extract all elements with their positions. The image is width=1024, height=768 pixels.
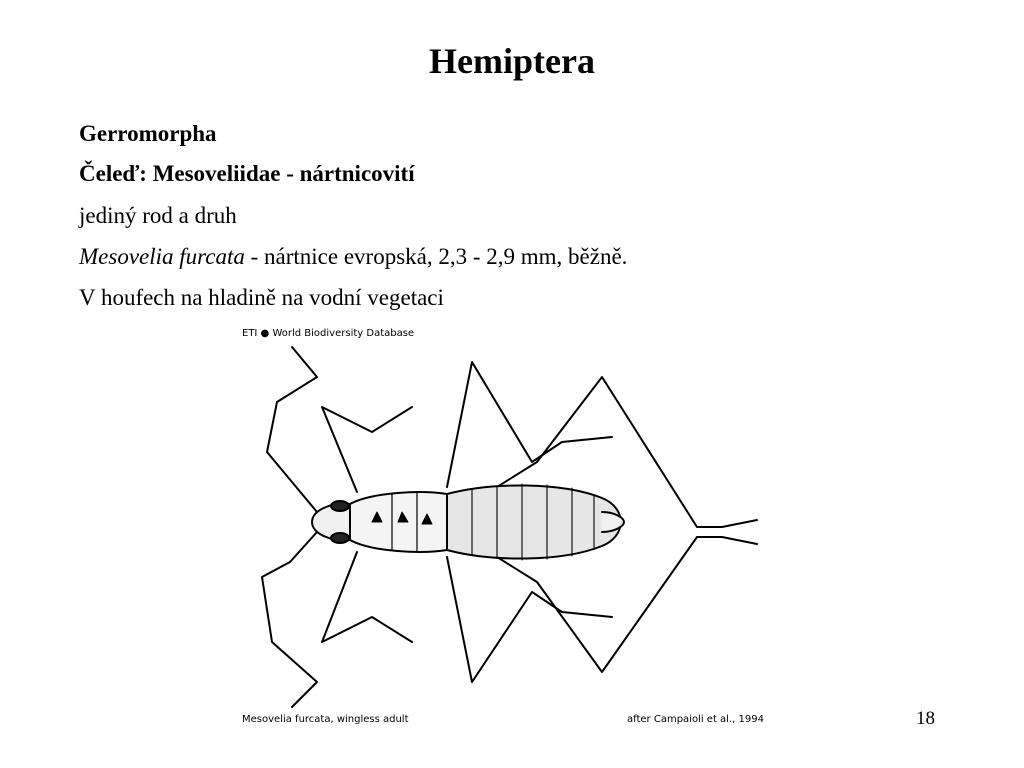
insect-eye-upper	[331, 501, 349, 511]
species-description: - nártnice evropská, 2,3 - 2,9 mm, běžně.	[244, 244, 628, 269]
antenna-lower	[262, 532, 317, 707]
page-number: 18	[916, 708, 935, 729]
insect-drawing	[262, 347, 757, 707]
front-leg-upper	[322, 407, 412, 492]
middle-leg-upper	[447, 362, 612, 487]
insect-illustration	[232, 322, 792, 732]
habitat-line: V houfech na hladině na vodní vegetaci	[79, 285, 444, 310]
species-name: Mesovelia furcata	[79, 244, 245, 269]
insect-abdomen	[447, 485, 621, 558]
figure-credit: after Campaioli et al., 1994	[627, 714, 764, 725]
insect-tip	[602, 512, 624, 532]
species-line	[79, 244, 627, 270]
insect-eye-lower	[331, 533, 349, 543]
family-heading: Čeleď: Mesoveliidae - nártnicovití	[79, 161, 415, 186]
infraorder-heading: Gerromorpha	[79, 121, 217, 146]
middle-leg-lower	[447, 557, 612, 682]
front-leg-lower	[322, 552, 412, 642]
figure-caption: Mesovelia furcata, wingless adult	[242, 714, 409, 725]
slide-title: Hemiptera	[429, 41, 595, 81]
figure-source-label: ETI ● World Biodiversity Database	[242, 328, 415, 339]
genus-note: jediný rod a druh	[79, 203, 237, 228]
antenna-upper	[267, 347, 317, 512]
